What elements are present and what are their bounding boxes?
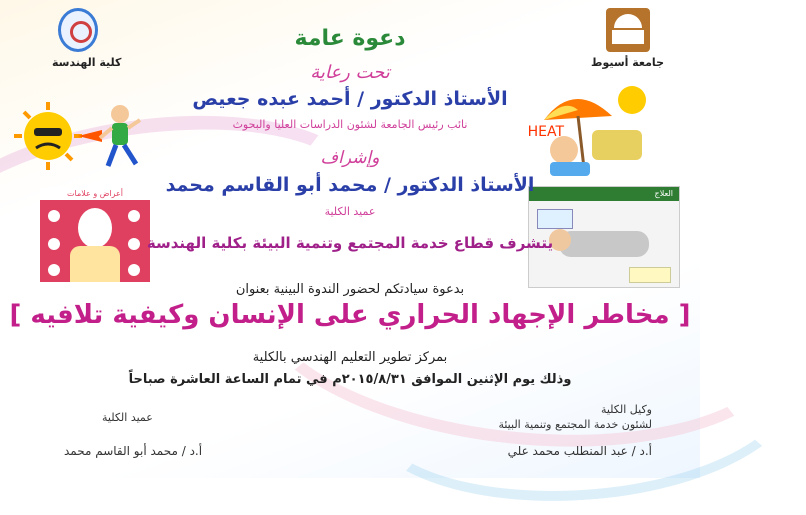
supervisor-role: عميد الكلية: [324, 205, 376, 218]
patronage-intro: تحت رعاية: [310, 62, 390, 83]
supervisor-name: الأستاذ الدكتور / محمد أبو القاسم محمد: [165, 174, 535, 196]
invite-line: بدعوة سيادتكم لحضور الندوة البينية بعنوان: [235, 282, 465, 297]
vice-dean-portfolio: لشئون خدمة المجتمع وتنمية البيئة: [498, 418, 652, 431]
dean-title: عميد الكلية: [102, 411, 153, 424]
venue-line: بمركز تطوير التعليم الهندسي بالكلية: [252, 350, 448, 365]
vice-dean-title: وكيل الكلية: [600, 403, 652, 416]
invitation-title: دعوة عامة: [294, 26, 406, 51]
dean-name: أ.د / محمد أبو القاسم محمد: [64, 444, 203, 458]
first-aid-header: العلاج: [529, 187, 679, 201]
faculty-name: كلية الهندسة: [52, 56, 122, 69]
seminar-topic: [ مخاطر الإجهاد الحراري على الإنسان وكيفية تلافيه ]: [9, 300, 691, 330]
sector-line: يتشرف قطاع خدمة المجتمع وتنمية البيئة بكلية الهندسة: [146, 234, 554, 252]
supervision-intro: وإشراف: [320, 148, 380, 168]
date-line: وذلك يوم الإثنين الموافق ٢٠١٥/٨/٣١م في تمام الساعة العاشرة صباحاً: [128, 372, 572, 387]
patron-role: نائب رئيس الجامعة لشئون الدراسات العليا والبحوث: [232, 118, 468, 131]
university-name: جامعة أسيوط: [591, 56, 664, 69]
patron-name: الأستاذ الدكتور / أحمد عبده جعيص: [192, 88, 508, 110]
symptoms-header: أعراض و علامات: [40, 188, 150, 200]
svg-text:HEAT: HEAT: [527, 124, 564, 140]
vice-dean-name: أ.د / عبد المنطلب محمد علي: [507, 444, 652, 458]
